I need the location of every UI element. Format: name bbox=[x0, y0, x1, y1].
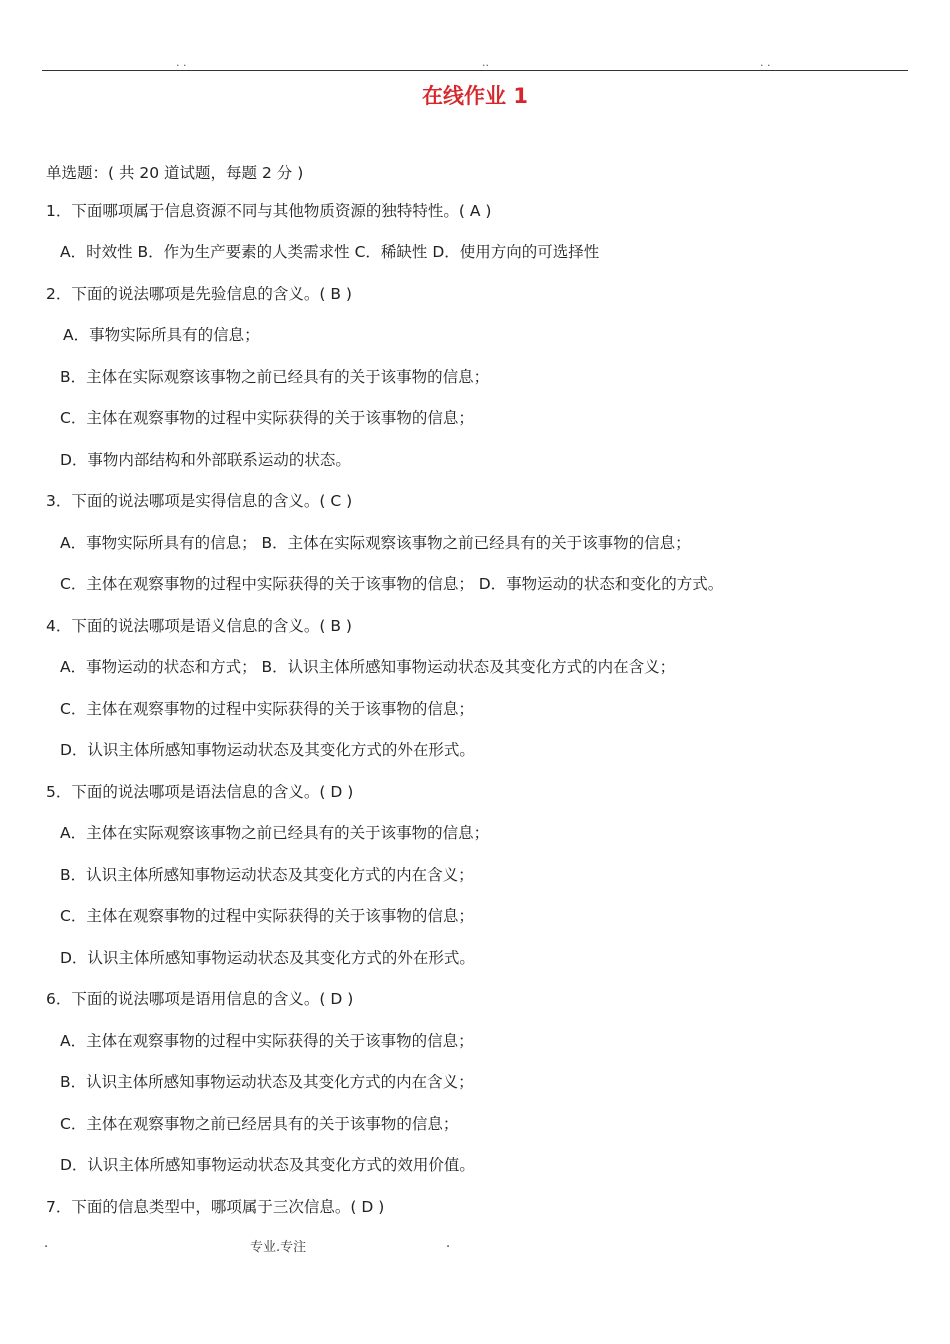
q6-option-c: C．主体在观察事物之前已经居具有的关于该事物的信息； bbox=[60, 1115, 459, 1133]
q5-option-c: C．主体在观察事物的过程中实际获得的关于该事物的信息； bbox=[60, 907, 474, 925]
q5-option-d: D．认识主体所感知事物运动状态及其变化方式的外在形式。 bbox=[60, 949, 475, 967]
q2-option-c: C．主体在观察事物的过程中实际获得的关于该事物的信息； bbox=[60, 409, 474, 427]
q3-options-cd: C．主体在观察事物的过程中实际获得的关于该事物的信息； D．事物运动的状态和变化的方式。 bbox=[60, 575, 724, 593]
question-7: 7．下面的信息类型中，哪项属于三次信息。( D ) bbox=[46, 1198, 385, 1216]
question-2: 2．下面的说法哪项是先验信息的含义。( B ) bbox=[46, 285, 352, 303]
q2-option-a: A．事物实际所具有的信息； bbox=[63, 326, 260, 344]
header-mark-center: .. bbox=[482, 56, 489, 69]
footer-text: 专业.专注 bbox=[250, 1240, 307, 1255]
q4-option-d: D．认识主体所感知事物运动状态及其变化方式的外在形式。 bbox=[60, 741, 475, 759]
question-4: 4．下面的说法哪项是语义信息的含义。( B ) bbox=[46, 617, 352, 635]
q2-option-d: D．事物内部结构和外部联系运动的状态。 bbox=[60, 451, 351, 469]
footer-mark-left: . bbox=[44, 1236, 49, 1251]
q4-option-c: C．主体在观察事物的过程中实际获得的关于该事物的信息； bbox=[60, 700, 474, 718]
q6-option-d: D．认识主体所感知事物运动状态及其变化方式的效用价值。 bbox=[60, 1156, 475, 1174]
q6-option-a: A．主体在观察事物的过程中实际获得的关于该事物的信息； bbox=[60, 1032, 474, 1050]
q5-option-b: B．认识主体所感知事物运动状态及其变化方式的内在含义； bbox=[60, 866, 474, 884]
page-title: 在线作业 1 bbox=[422, 84, 528, 108]
question-6: 6．下面的说法哪项是语用信息的含义。( D ) bbox=[46, 990, 354, 1008]
question-3: 3．下面的说法哪项是实得信息的含义。( C ) bbox=[46, 492, 353, 510]
question-1: 1．下面哪项属于信息资源不同与其他物质资源的独特特性。( A ) bbox=[46, 202, 492, 220]
question-5: 5．下面的说法哪项是语法信息的含义。( D ) bbox=[46, 783, 354, 801]
q3-options-ab: A．事物实际所具有的信息； B．主体在实际观察该事物之前已经具有的关于该事物的信息； bbox=[60, 534, 691, 552]
header-rule bbox=[42, 70, 908, 71]
header-mark-left: . . bbox=[176, 56, 187, 69]
q2-option-b: B．主体在实际观察该事物之前已经具有的关于该事物的信息； bbox=[60, 368, 490, 386]
header-mark-right: . . bbox=[760, 56, 771, 69]
q6-option-b: B．认识主体所感知事物运动状态及其变化方式的内在含义； bbox=[60, 1073, 474, 1091]
q5-option-a: A．主体在实际观察该事物之前已经具有的关于该事物的信息； bbox=[60, 824, 490, 842]
footer-mark-right: . bbox=[446, 1236, 451, 1251]
section-heading: 单选题：( 共 20 道试题，每题 2 分 ) bbox=[46, 164, 304, 182]
q4-options-ab: A．事物运动的状态和方式； B．认识主体所感知事物运动状态及其变化方式的内在含义； bbox=[60, 658, 676, 676]
q1-options: A．时效性 B．作为生产要素的人类需求性 C．稀缺性 D．使用方向的可选择性 bbox=[60, 243, 600, 261]
